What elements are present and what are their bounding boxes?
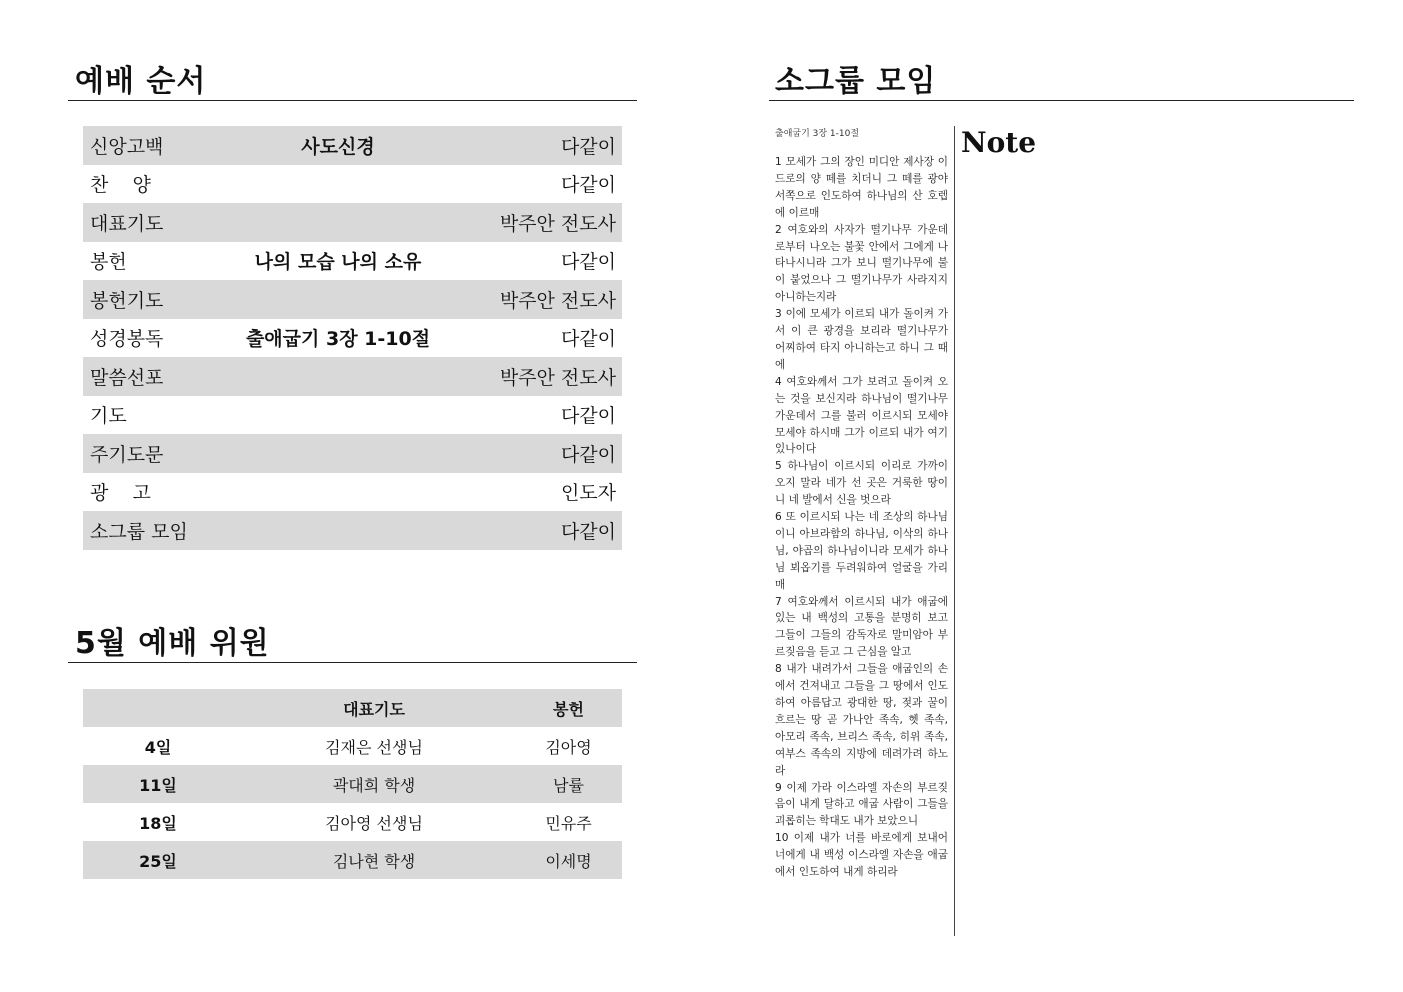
order-leader: 다같이 (560, 405, 616, 428)
roster-date: 4일 (144, 737, 172, 757)
order-content: 사도신경 (301, 135, 375, 158)
scripture-verse: 4 여호와께서 그가 보려고 돌이켜 오는 것을 보신지라 하나님이 떨기나무 가운데서 그를 불러 이르시되 모세야 모세야 하시매 그가 이르되 내가 여기 있나이다 (775, 375, 948, 456)
roster-date: 11일 (139, 775, 177, 795)
order-leader: 박주안 전도사 (499, 366, 616, 389)
order-leader: 인도자 (560, 482, 616, 505)
scripture-verse: 9 이제 가라 이스라엘 자손의 부르짖음이 내게 달하고 애굽 사람이 그들을 괴롭히는 학대도 내가 보았으니 (775, 781, 948, 828)
column-header-offering: 봉헌 (553, 699, 584, 719)
order-row (83, 203, 622, 242)
order-row (83, 511, 622, 550)
roster-prayer: 곽대희 학생 (332, 775, 416, 795)
column-header-date (83, 689, 233, 727)
title-underline (68, 662, 637, 663)
small-group-title: 소그룹 모임 (775, 64, 937, 99)
roster-prayer: 김아영 선생님 (325, 813, 423, 833)
order-item: 광 고 (90, 482, 151, 505)
order-item: 봉헌기도 (90, 289, 164, 312)
scripture-verse: 2 여호와의 사자가 떨기나무 가운데로부터 나오는 불꽃 안에서 그에게 나타나시니라 그가 보니 떨기나무에 불이 붙었으나 그 떨기나무가 사라지지 아니하는지라 (775, 223, 948, 304)
roster-offering: 이세명 (545, 851, 592, 871)
table-row (83, 841, 622, 879)
may-roster-title: 5월 예배 위원 (75, 626, 270, 661)
order-row (83, 126, 622, 165)
worship-order-list (83, 126, 622, 550)
order-leader: 다같이 (560, 443, 616, 466)
scripture-verse: 10 이제 내가 너를 바로에게 보내어 너에게 내 백성 이스라엘 자손을 애굽에서 인도하여 내게 하리라 (775, 832, 948, 879)
roster-date: 18일 (139, 813, 177, 833)
order-content: 나의 모습 나의 소유 (254, 251, 422, 274)
may-roster-table (83, 689, 622, 879)
worship-order-title: 예배 순서 (75, 64, 207, 99)
order-row (83, 242, 622, 281)
order-item: 성경봉독 (90, 328, 164, 351)
order-item: 찬 양 (90, 174, 151, 197)
order-row (83, 319, 622, 358)
order-row (83, 165, 622, 204)
order-item: 봉헌 (90, 251, 127, 274)
column-divider (954, 126, 955, 936)
scripture-verse: 8 내가 내려가서 그들을 애굽인의 손에서 건져내고 그들을 그 땅에서 인도하여 아름답고 광대한 땅, 젖과 꿀이 흐르는 땅 곧 가나안 족속, 헷 족속, 아모리 족속, 브리스 족속, 히위 족속, 여부스 족속의 지방에 데려가려 하노라 (775, 663, 948, 777)
scripture-reference: 출애굽기 3장 1-10절 (775, 129, 860, 139)
order-row (83, 396, 622, 435)
scripture-text (775, 154, 948, 881)
order-leader: 박주안 전도사 (499, 212, 616, 235)
title-underline (769, 100, 1354, 101)
order-row (83, 357, 622, 396)
order-item: 신앙고백 (90, 135, 164, 158)
column-header-prayer: 대표기도 (343, 699, 405, 719)
order-leader: 다같이 (560, 520, 616, 543)
scripture-verse: 7 여호와께서 이르시되 내가 애굽에 있는 내 백성의 고통을 분명히 보고 그들이 그들의 감독자로 말미암아 부르짖음을 듣고 그 근심을 알고 (775, 595, 948, 659)
note-title: Note (961, 126, 1037, 159)
order-row (83, 280, 622, 319)
roster-offering: 김아영 (545, 737, 592, 757)
scripture-verse: 6 또 이르시되 나는 네 조상의 하나님이니 아브라함의 하나님, 이삭의 하나님, 야곱의 하나님이니라 모세가 하나님 뵈옵기를 두려워하여 얼굴을 가리매 (775, 511, 948, 591)
roster-offering: 남률 (553, 775, 584, 795)
scripture-verse: 1 모세가 그의 장인 미디안 제사장 이드로의 양 떼를 치더니 그 떼를 광야 서쪽으로 인도하여 하나님의 산 호렙에 이르매 (775, 156, 948, 219)
scripture-verse: 5 하나님이 이르시되 이리로 가까이 오지 말라 네가 선 곳은 거룩한 땅이니 네 발에서 신을 벗으라 (775, 460, 948, 507)
order-leader: 다같이 (560, 251, 616, 274)
roster-offering: 민유주 (545, 813, 592, 833)
table-row (83, 727, 622, 765)
order-item: 소그룹 모임 (90, 520, 188, 543)
roster-prayer: 김나현 학생 (332, 851, 416, 871)
title-underline (68, 100, 637, 101)
order-row (83, 473, 622, 512)
table-row (83, 803, 622, 841)
order-leader: 박주안 전도사 (499, 289, 616, 312)
roster-prayer: 김재은 선생님 (325, 737, 423, 757)
order-leader: 다같이 (560, 174, 616, 197)
order-content: 출애굽기 3장 1-10절 (245, 328, 431, 351)
order-item: 대표기도 (90, 212, 164, 235)
scripture-verse: 3 이에 모세가 이르되 내가 돌이켜 가서 이 큰 광경을 보리라 떨기나무가 어찌하여 타지 아니하는고 하니 그 때에 (775, 308, 948, 371)
table-row (83, 765, 622, 803)
order-row (83, 434, 622, 473)
order-leader: 다같이 (560, 328, 616, 351)
order-item: 말씀선포 (90, 366, 164, 389)
roster-date: 25일 (139, 851, 177, 871)
order-item: 주기도문 (90, 443, 164, 466)
order-leader: 다같이 (560, 135, 616, 158)
table-header-row (83, 689, 622, 727)
order-item: 기도 (90, 405, 127, 428)
